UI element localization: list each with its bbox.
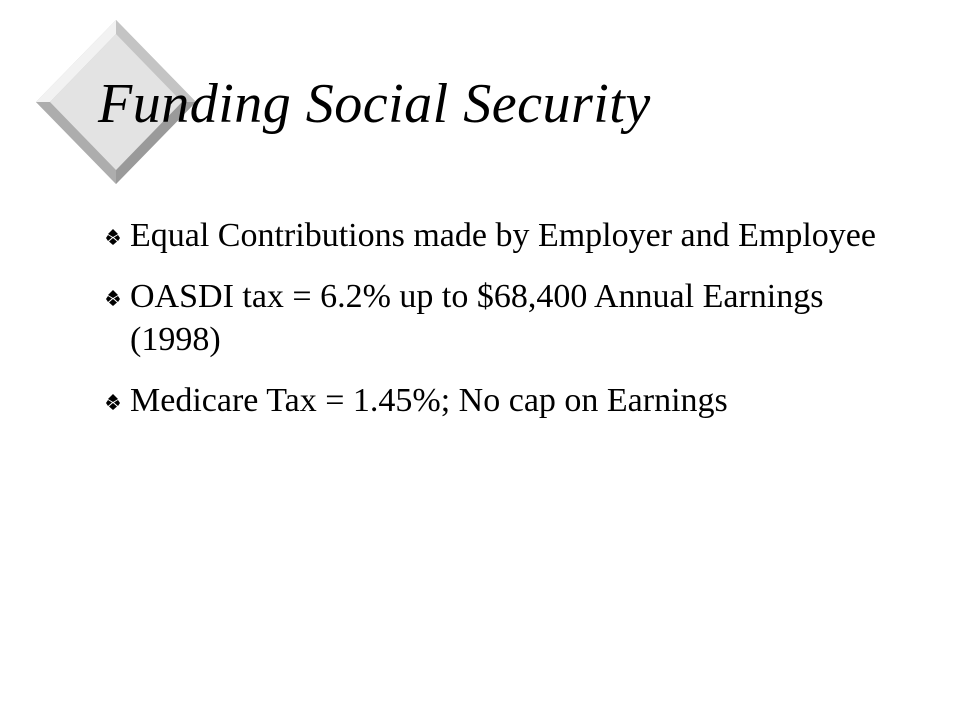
bullet-list bbox=[106, 214, 906, 440]
diamond-quad-bullet-icon bbox=[106, 290, 120, 306]
diamond-quad-bullet-icon bbox=[106, 394, 120, 410]
slide-title: Funding Social Security bbox=[98, 73, 651, 135]
bullet-text: Equal Contributions made by Employer and Employee bbox=[130, 217, 876, 254]
bullet-text: OASDI tax = 6.2% up to $68,400 Annual Earnings (1998) bbox=[130, 278, 824, 358]
bullet-item bbox=[106, 379, 906, 422]
bullet-item bbox=[106, 275, 906, 361]
diamond-quad-bullet-icon bbox=[106, 229, 120, 245]
bullet-text: Medicare Tax = 1.45%; No cap on Earnings bbox=[130, 382, 728, 419]
bullet-item bbox=[106, 214, 906, 257]
